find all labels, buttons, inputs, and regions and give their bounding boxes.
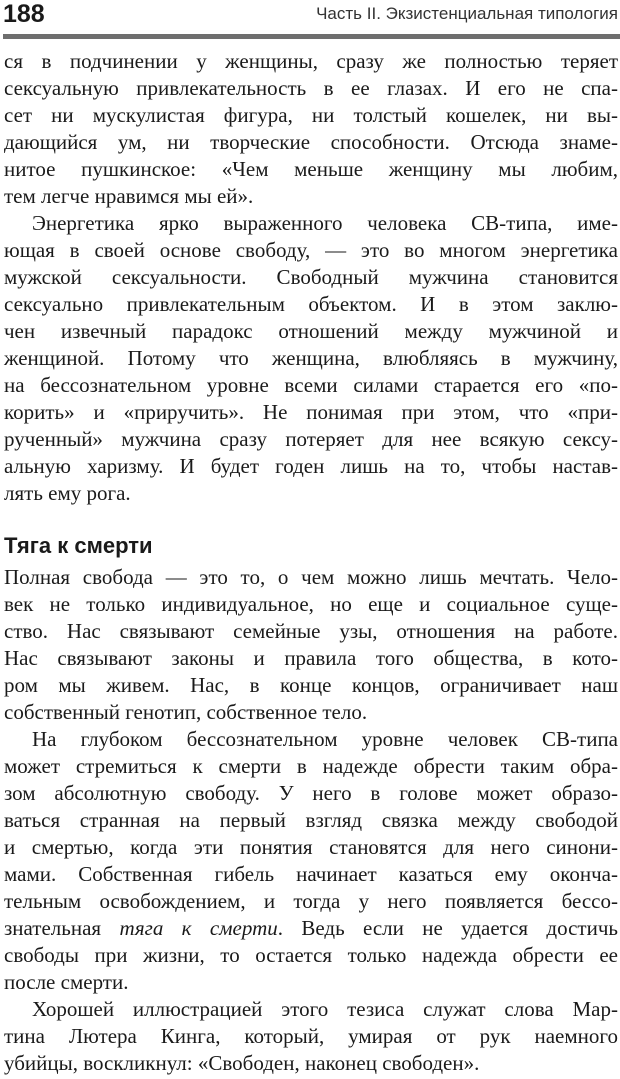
paragraph bbox=[4, 726, 618, 996]
page-number: 188 bbox=[3, 0, 45, 28]
text-line: на бессознательном уровне всеми силами старается его «по- bbox=[4, 373, 618, 397]
text-line: после смерти. bbox=[4, 970, 129, 994]
text-line: собственный генотип, собственное тело. bbox=[4, 700, 368, 724]
text-run: знательная bbox=[4, 916, 120, 940]
text-line: чен извечный парадокс отношений между мужчиной и bbox=[4, 319, 618, 343]
text-line: тельным освобождением, и тогда у него появляется бессо- bbox=[4, 889, 618, 913]
text-line: сексуальную привлекательность в ее глазах. И его не спа- bbox=[4, 76, 618, 100]
text-line: убийцы, воскликнул: «Свободен, наконец свободен». bbox=[4, 1051, 480, 1075]
paragraph bbox=[4, 48, 618, 210]
text-line: нитое пушкинское: «Чем меньше женщину мы любим, bbox=[4, 157, 618, 181]
header-rule bbox=[3, 34, 620, 39]
text-line: На глубоком бессознательном уровне человек СВ-типа bbox=[32, 727, 618, 751]
text-line: ство. Нас связывают семейные узы, отношения на работе. bbox=[4, 619, 618, 643]
text-line: женщиной. Потому что женщина, влюбляясь в мужчину, bbox=[4, 346, 618, 370]
text-line: зом абсолютную свободу. У него в голове может образо- bbox=[4, 781, 618, 805]
text-line: корить» и «приручить». Не понимая при этом, что «при- bbox=[4, 400, 618, 424]
text-line: мужской сексуальности. Свободный мужчина становится bbox=[4, 265, 618, 289]
text-line: тем легче нравимся мы ей». bbox=[4, 184, 254, 208]
text-line: мами. Собственная гибель начинает казаться ему оконча- bbox=[4, 862, 618, 886]
text-line: век не только индивидуальное, но еще и социальное суще- bbox=[4, 592, 618, 616]
text-line: и смертью, когда эти понятия становятся для него синони- bbox=[4, 835, 618, 859]
text-line: дающийся ум, ни творческие способности. Отсюда знаме- bbox=[4, 130, 618, 154]
text-line: Хорошей иллюстрацией этого тезиса служат слова Мар- bbox=[32, 997, 618, 1021]
running-title: Часть II. Экзистенциальная типология bbox=[316, 4, 618, 23]
paragraph bbox=[4, 996, 618, 1077]
text-line: тина Лютера Кинга, который, умирая от рук наемного bbox=[4, 1024, 618, 1048]
text-line: Энергетика ярко выраженного человека СВ-типа, име- bbox=[32, 211, 618, 235]
text-run: . Ведь если не удается достичь bbox=[277, 916, 618, 940]
text-line: свободы при жизни, то остается только надежда обрести ее bbox=[4, 943, 618, 967]
text-line: Полная свобода — это то, о чем можно лишь мечтать. Чело- bbox=[4, 565, 618, 589]
paragraph bbox=[4, 564, 618, 726]
text-line: ваться странная на первый взгляд связка между свободой bbox=[4, 808, 618, 832]
text-line: Нас связывают законы и правила того общества, в кото- bbox=[4, 646, 618, 670]
text-line: может стремиться к смерти в надежде обрести таким обра- bbox=[4, 754, 618, 778]
page-body bbox=[4, 48, 618, 1077]
emphasized-term: тяга к смерти bbox=[119, 916, 278, 940]
section-heading: Тяга к смерти bbox=[4, 533, 153, 558]
text-line: сет ни мускулистая фигура, ни толстый кошелек, ни вы- bbox=[4, 103, 618, 127]
text-line: сексуально привлекательным объектом. И в этом заклю- bbox=[4, 292, 618, 316]
text-line: рученный» мужчина сразу потеряет для нее всякую сексу- bbox=[4, 427, 618, 451]
text-line: ющая в своей основе свободу, — это во многом энергетика bbox=[4, 238, 618, 262]
text-line-emphasis bbox=[4, 915, 618, 942]
page-header bbox=[3, 0, 618, 30]
section-spacer bbox=[4, 507, 618, 528]
paragraph bbox=[4, 210, 618, 507]
text-line: лять ему рога. bbox=[4, 481, 131, 505]
text-line: ся в подчинении у женщины, сразу же полностью теряет bbox=[4, 49, 618, 73]
text-line: ром мы живем. Нас, в конце концов, ограничивает наш bbox=[4, 673, 618, 697]
text-line: альную харизму. И будет годен лишь на то, чтобы настав- bbox=[4, 454, 618, 478]
